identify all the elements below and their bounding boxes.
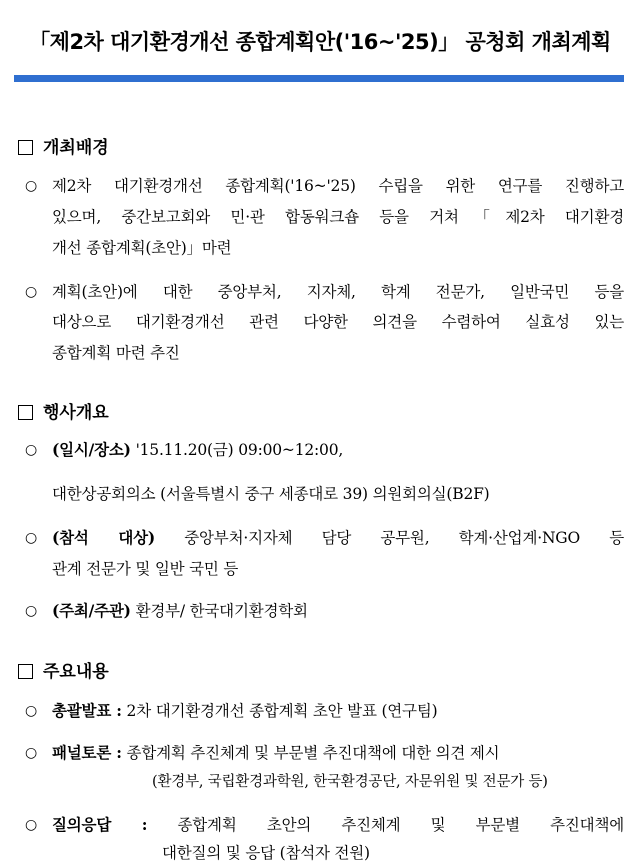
title-underline <box>14 75 624 82</box>
contents-item2-line1 <box>52 743 624 763</box>
bullet-icon: ○ <box>25 178 38 194</box>
contents-item3-value: 종합계획 초안의 추진체계 및 부문별 추진대책에 <box>177 816 625 834</box>
contents-item1-value: 2차 대기환경개선 종합계획 초안 발표 (연구팀) <box>126 702 438 720</box>
attend-label: (참석 대상) <box>52 528 156 547</box>
bullet-icon: ○ <box>25 442 38 458</box>
background-item1-line2: 있으며, 중간보고회와 민·관 합동워크숍 등을 거쳐「제2차 대기환경 <box>52 208 624 226</box>
section-heading-overview: 행사개요 <box>18 398 109 423</box>
contents-item1 <box>52 701 624 721</box>
section-heading-contents: 주요내용 <box>18 657 109 682</box>
attend-value: 중앙부처·지자체 담당 공무원, 학계·산업계·NGO 등 <box>184 529 624 547</box>
background-item2-line2: 대상으로 대기환경개선 관련 다양한 의견을 수렴하여 실효성 있는 <box>52 313 624 331</box>
checkbox-square-icon <box>18 405 33 420</box>
checkbox-square-icon <box>18 140 33 155</box>
bullet-icon: ○ <box>25 817 38 833</box>
checkbox-square-icon <box>18 664 33 679</box>
host-label: (주최/주관) <box>52 601 131 620</box>
contents-item3-line2: 대한질의 및 응답 (참석자 전원) <box>162 844 370 862</box>
bullet-icon: ○ <box>25 745 38 761</box>
background-item1-line1: 제2차 대기환경개선 종합계획('16~'25) 수립을 위한 연구를 진행하고 <box>52 177 624 195</box>
contents-item1-label: 총괄발표 : <box>52 701 122 720</box>
overview-host <box>52 601 624 621</box>
datetime-value: '15.11.20(금) 09:00~12:00, <box>135 441 344 459</box>
document-title: 「제2차 대기환경개선 종합계획안('16~'25)」 공청회 개최계획 <box>29 30 611 54</box>
bullet-icon: ○ <box>25 530 38 546</box>
contents-item3-line1 <box>52 815 624 835</box>
background-item2-line3: 종합계획 마련 추진 <box>52 344 180 362</box>
datetime-label: (일시/장소) <box>52 440 131 459</box>
bullet-icon: ○ <box>25 703 38 719</box>
overview-place: 대한상공회의소 (서울특별시 중구 세종대로 39) 의원회의실(B2F) <box>52 485 490 503</box>
host-value: 환경부/ 한국대기환경학회 <box>135 602 308 620</box>
section-heading-background: 개최배경 <box>18 133 109 158</box>
contents-item2-line2: (환경부, 국립환경과학원, 한국환경공단, 자문위원 및 전문가 등) <box>152 774 548 790</box>
overview-datetime <box>52 440 624 460</box>
overview-attend-line2: 관계 전문가 및 일반 국민 등 <box>52 560 239 578</box>
contents-item3-label: 질의응답 : <box>52 815 148 834</box>
contents-item2-value: 종합계획 추진체계 및 부문별 추진대책에 대한 의견 제시 <box>126 744 500 762</box>
background-item2-line1: 계획(초안)에 대한 중앙부처, 지자체, 학계 전문가, 일반국민 등을 <box>52 283 624 301</box>
background-item1-line3: 개선 종합계획(초안)」마련 <box>52 239 232 257</box>
contents-item2-label: 패널토론 : <box>52 743 122 762</box>
overview-attend-line1 <box>52 528 624 548</box>
bullet-icon: ○ <box>25 603 38 619</box>
bullet-icon: ○ <box>25 284 38 300</box>
